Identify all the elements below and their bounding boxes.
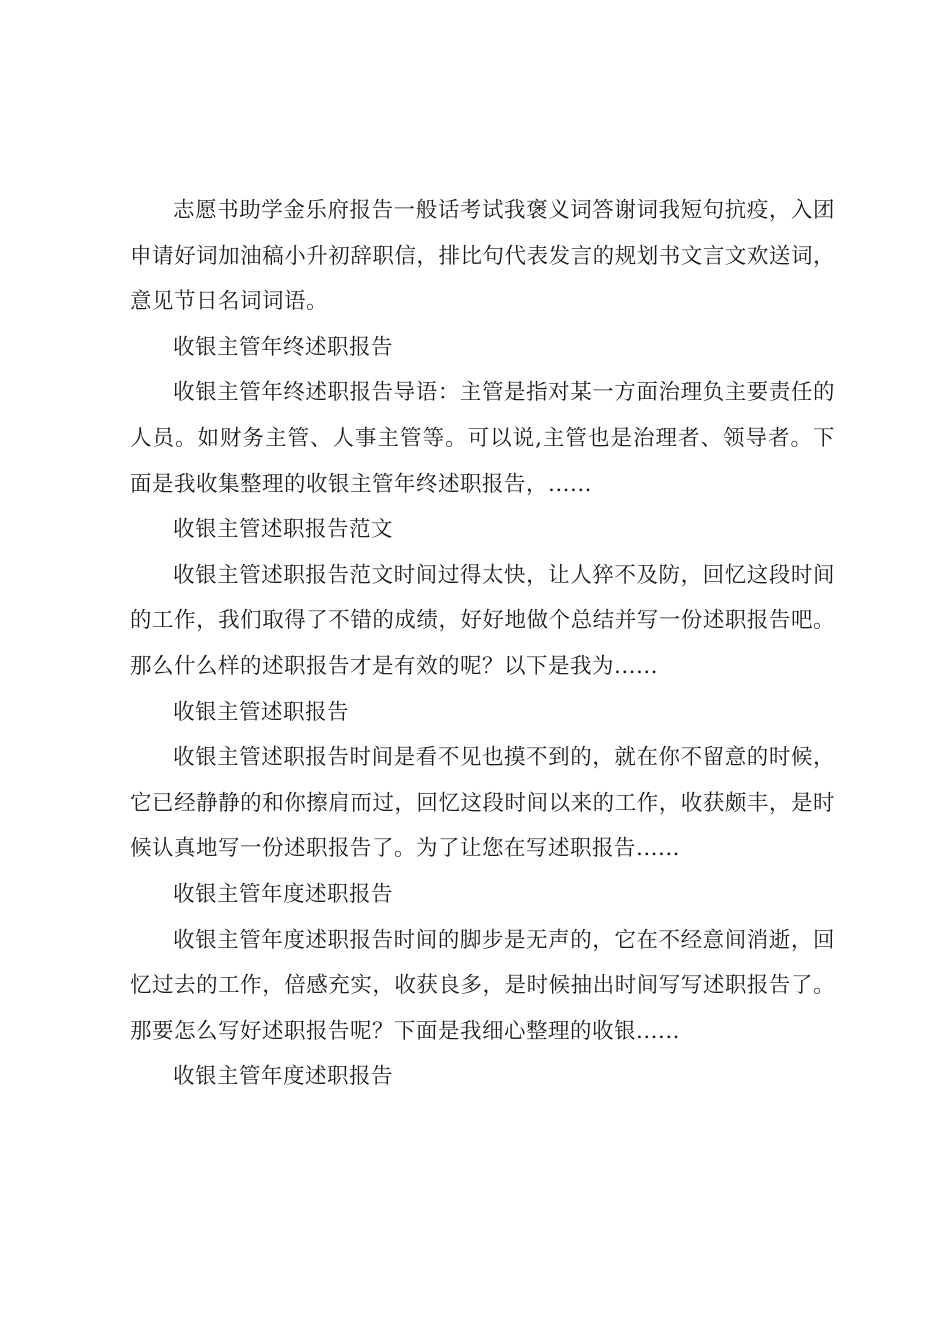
section-heading-4: 收银主管年度述职报告 bbox=[173, 881, 394, 907]
document-body bbox=[130, 188, 835, 1100]
section-heading-2: 收银主管述职报告范文 bbox=[173, 517, 394, 543]
section-summary-3: 收银主管述职报告时间是看不见也摸不到的，就在你不留意的时候，它已经静静的和你擦肩而过，回忆这段时间以来的工作，收获颇丰，是时候认真地写一份述职报告了。为了让您在写述职报告...... bbox=[130, 745, 835, 862]
section-heading-1: 收银主管年终述职报告 bbox=[173, 334, 394, 360]
section-summary-1: 收银主管年终述职报告导语：主管是指对某一方面治理负主要责任的人员。如财务主管、人事主管等。可以说,主管也是治理者、领导者。下面是我收集整理的收银主管年终述职报告，...... bbox=[130, 380, 835, 497]
section-heading-5: 收银主管年度述职报告 bbox=[173, 1064, 394, 1090]
section-heading-3: 收银主管述职报告 bbox=[173, 699, 350, 725]
intro-paragraph: 志愿书助学金乐府报告一般话考试我褒义词答谢词我短句抗疫，入团申请好词加油稿小升初辞职信，排比句代表发言的规划书文言文欢送词，意见节日名词词语。 bbox=[130, 198, 835, 315]
section-summary-2: 收银主管述职报告范文时间过得太快，让人猝不及防，回忆这段时间的工作，我们取得了不错的成绩，好好地做个总结并写一份述职报告吧。那么什么样的述职报告才是有效的呢？以下是我为...... bbox=[130, 562, 835, 679]
section-summary-4: 收银主管年度述职报告时间的脚步是无声的，它在不经意间消逝，回忆过去的工作，倍感充实，收获良多，是时候抽出时间写写述职报告了。那要怎么写好述职报告呢？下面是我细心整理的收银...... bbox=[130, 927, 835, 1044]
